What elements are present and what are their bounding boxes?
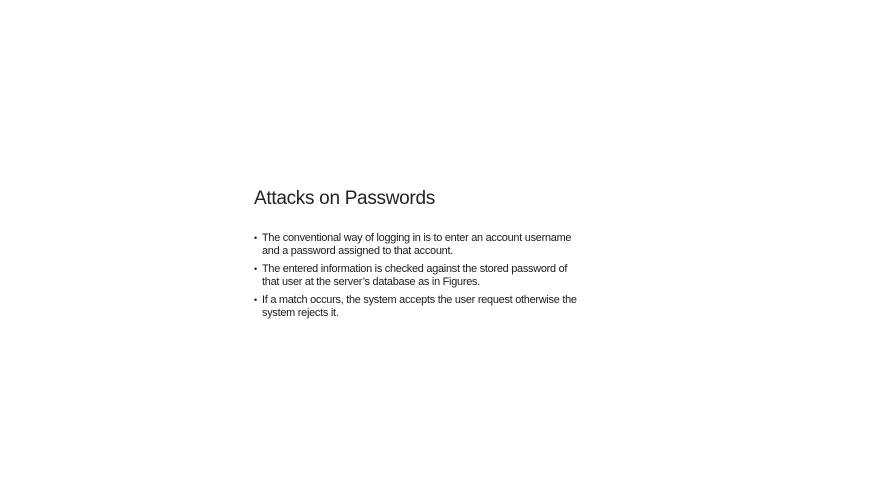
- bullet-text: that user at the server’s database as in Figures.: [262, 276, 480, 288]
- bullet-text: The entered information is checked against the stored password of: [262, 263, 568, 275]
- bullet-item: [254, 232, 577, 258]
- bullet-item: [254, 263, 577, 289]
- slide-title: Attacks on Passwords: [254, 188, 435, 209]
- bullet-text: If a match occurs, the system accepts the user request otherwise the: [262, 294, 577, 306]
- bullet-text: system rejects it.: [262, 307, 339, 319]
- bullet-icon: •: [254, 264, 258, 274]
- bullet-icon: •: [254, 233, 258, 243]
- bullet-text: The conventional way of logging in is to enter an account username: [262, 232, 572, 244]
- bullet-item: [254, 294, 577, 320]
- bullet-icon: •: [254, 295, 258, 305]
- bullet-list: [254, 232, 577, 325]
- bullet-text: and a password assigned to that account.: [262, 245, 454, 257]
